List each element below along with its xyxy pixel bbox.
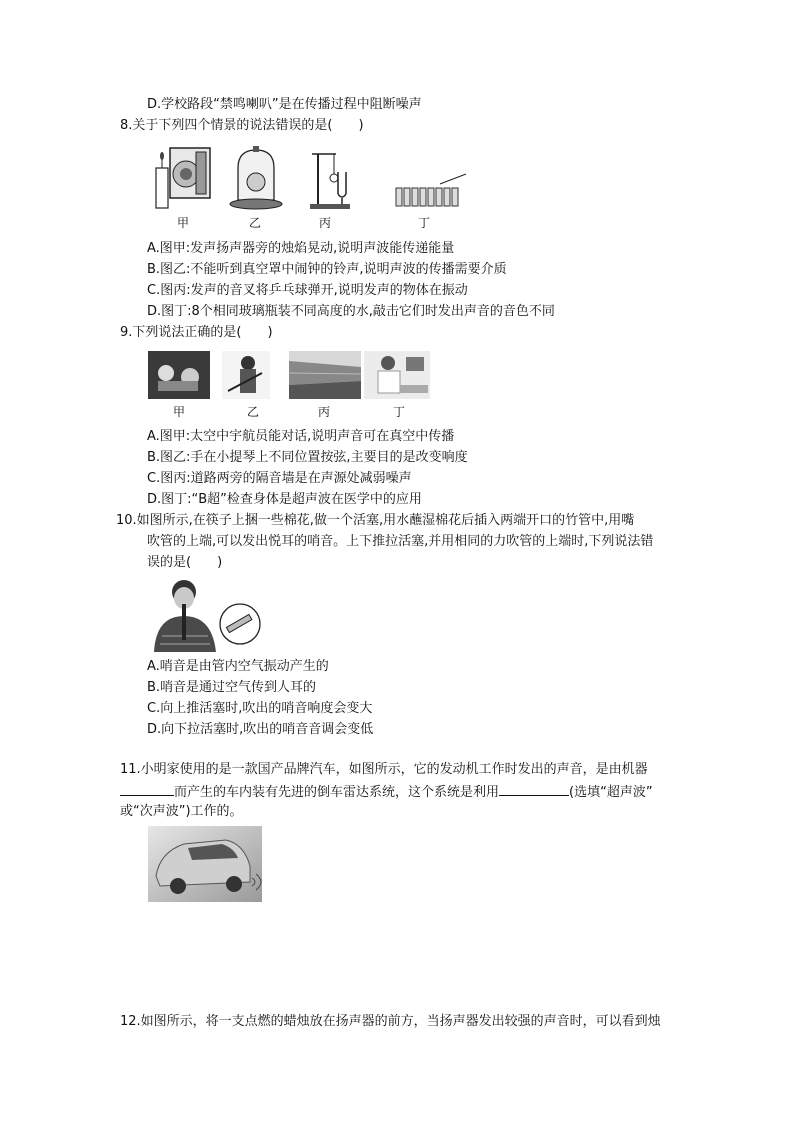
q7-option-d: D.学校路段“禁鸣喇叭”是在传播过程中阻断噪声 <box>147 97 422 112</box>
bottles-figure <box>396 174 466 206</box>
q8-option-d: D.图丁:8个相同玻璃瓶装不同高度的水,敲击它们时发出声音的音色不同 <box>147 304 555 319</box>
car-photo <box>148 826 262 902</box>
tuning-fork-figure <box>310 154 350 209</box>
q9-caption-jia: 甲 <box>172 405 185 419</box>
q10-stem-line2: 吹管的上端,可以发出悦耳的哨音。上下推拉活塞,并用相同的力吹管的上端时,下列说法错 <box>147 534 654 549</box>
q9-option-c: C.图丙:道路两旁的隔音墙是在声源处减弱噪声 <box>147 471 412 486</box>
q9-option-b: B.图乙:手在小提琴上不同位置按弦,主要目的是改变响度 <box>147 450 468 465</box>
q9-caption-yi: 乙 <box>246 405 259 419</box>
q11-stem-line1: 11.小明家使用的是一款国产品牌汽车，如图所示，它的发动机工作时发出的声音，是由机器 <box>120 762 648 777</box>
q8-caption-yi: 乙 <box>248 216 261 230</box>
q9-caption-ding: 丁 <box>392 405 405 419</box>
speaker-candle-figure <box>156 148 210 208</box>
ultrasound-photo <box>364 351 430 399</box>
q8-stem: 8.关于下列四个情景的说法错误的是( ) <box>120 118 364 133</box>
q8-option-a: A.图甲:发声扬声器旁的烛焰晃动,说明声波能传递能量 <box>147 241 455 256</box>
q9-stem: 9.下列说法正确的是( ) <box>120 325 273 340</box>
q8-figures <box>150 144 480 214</box>
q8-caption-jia: 甲 <box>176 216 189 230</box>
q9-option-a: A.图甲:太空中宇航员能对话,说明声音可在真空中传播 <box>147 429 455 444</box>
q10-option-a: A.哨音是由管内空气振动产生的 <box>147 659 329 674</box>
q8-option-b: B.图乙:不能听到真空罩中闹钟的铃声,说明声波的传播需要介质 <box>147 262 507 277</box>
bell-jar-figure <box>230 146 282 209</box>
q12-stem-line1: 12.如图所示，将一支点燃的蜡烛放在扬声器的前方，当扬声器发出较强的声音时，可以看到烛 <box>120 1014 661 1029</box>
answer-blank-2[interactable] <box>499 782 569 796</box>
q9-option-d: D.图丁:“B超”检查身体是超声波在医学中的应用 <box>147 492 422 507</box>
q9-caption-bing: 丙 <box>317 405 330 419</box>
answer-blank-1[interactable] <box>120 782 174 796</box>
boy-whistle-figure <box>148 576 264 652</box>
q8-caption-bing: 丙 <box>318 216 331 230</box>
q10-option-d: D.向下拉活塞时,吹出的哨音音调会变低 <box>147 722 374 737</box>
q8-option-c: C.图丙:发声的音叉将乒乓球弹开,说明发声的物体在振动 <box>147 283 468 298</box>
q10-stem-line1: 10.如图所示,在筷子上捆一些棉花,做一个活塞,用水蘸湿棉花后插入两端开口的竹管中,用嘴 <box>116 513 635 528</box>
q8-caption-ding: 丁 <box>417 216 430 230</box>
q11-stem-line2: 而产生的车内装有先进的倒车雷达系统，这个系统是利用 (选填“超声波” <box>120 782 653 802</box>
astronauts-photo <box>148 351 210 399</box>
q10-option-b: B.哨音是通过空气传到人耳的 <box>147 680 317 695</box>
q11-stem-line3: 或“次声波”)工作的。 <box>120 804 243 819</box>
q10-option-c: C.向上推活塞时,吹出的哨音响度会变大 <box>147 701 373 716</box>
sound-barrier-photo <box>289 351 361 399</box>
violinist-photo <box>222 351 270 399</box>
q10-stem-line3: 误的是( ) <box>147 555 223 570</box>
